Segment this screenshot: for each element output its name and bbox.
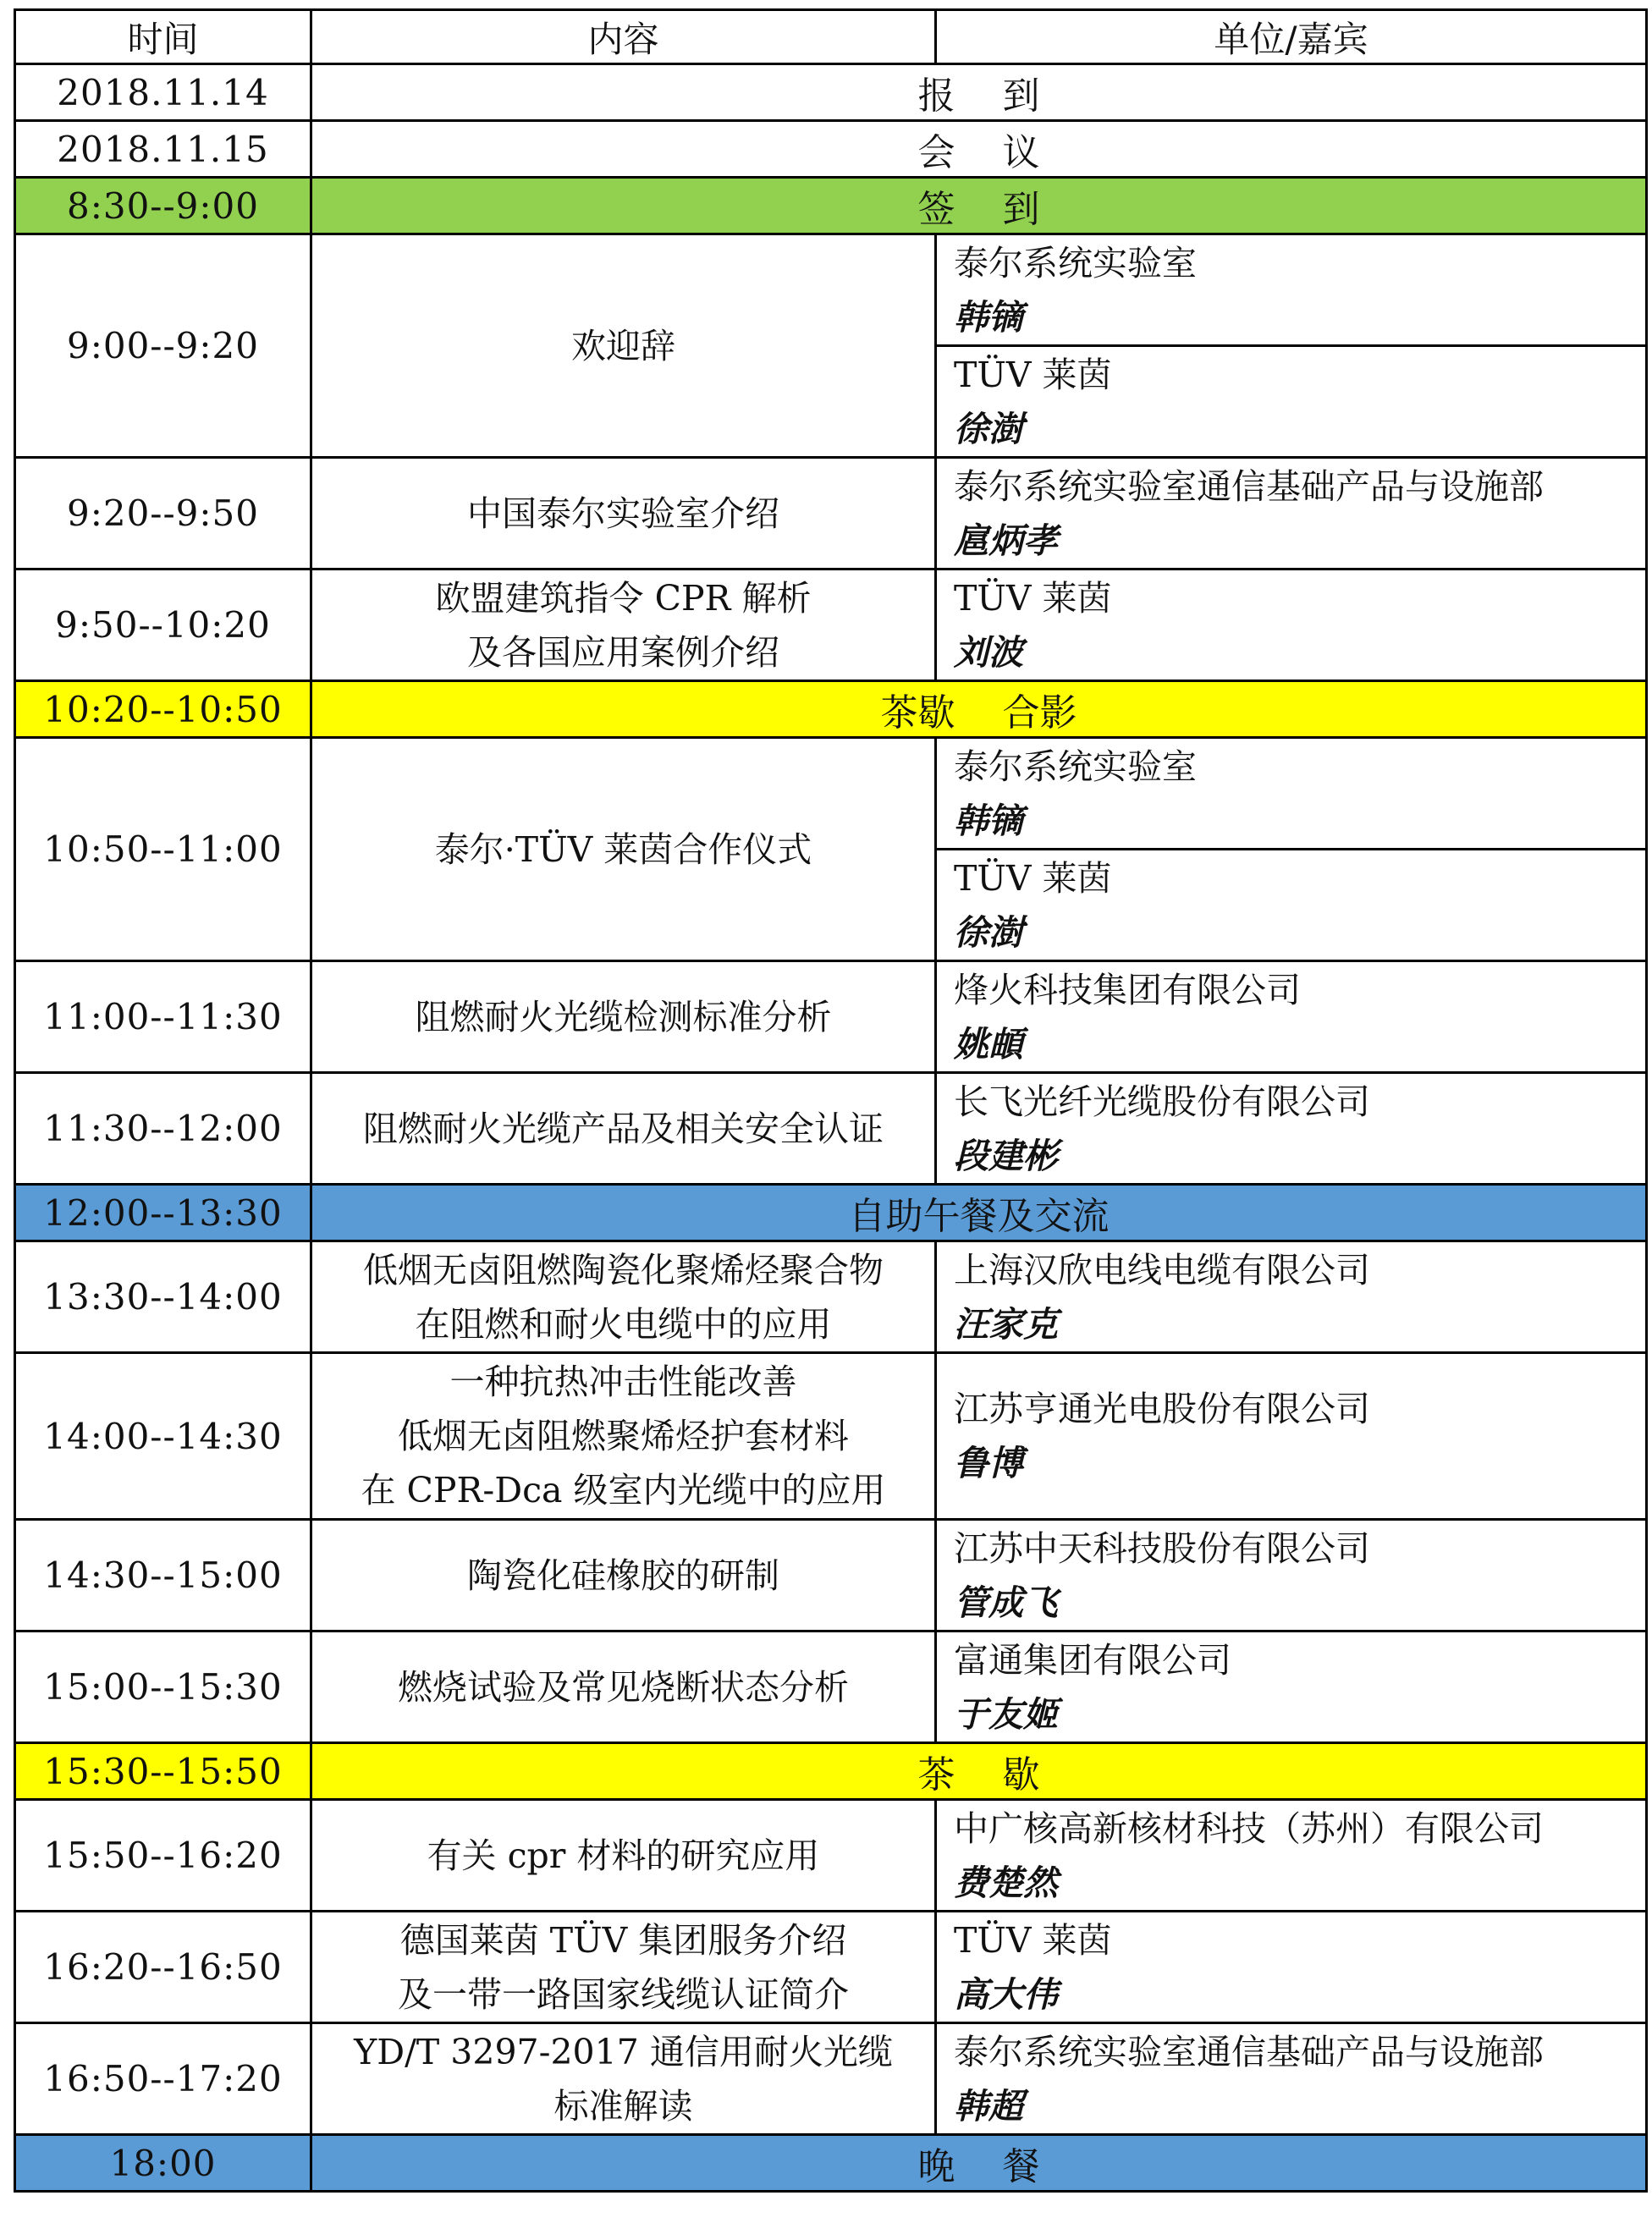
topic-line: 德国莱茵 TÜV 集团服务介绍 xyxy=(399,1919,847,1961)
speaker-name: 鲁博 xyxy=(954,1443,1023,1483)
speaker-name: 徐澍 xyxy=(954,911,1023,953)
header-content: 内容 xyxy=(311,10,936,64)
speaker-org: TÜV 莱茵 xyxy=(954,1919,1112,1961)
speaker-org: 泰尔系统实验室通信基础产品与设施部 xyxy=(954,465,1544,507)
session-row xyxy=(15,738,1647,850)
speaker-org: TÜV 莱茵 xyxy=(954,354,1112,395)
speaker-name: 汪家克 xyxy=(954,1303,1058,1345)
speaker-cell xyxy=(936,458,1647,570)
speaker-org: 上海汉欣电线电缆有限公司 xyxy=(954,1249,1370,1290)
topic-line: 低烟无卤阻燃陶瓷化聚烯烃聚合物 xyxy=(363,1249,884,1290)
date-row xyxy=(15,121,1647,178)
speaker-org: TÜV 莱茵 xyxy=(954,857,1112,899)
speaker-org: 泰尔系统实验室 xyxy=(954,242,1197,283)
topic-line: YD/T 3297-2017 通信用耐火光缆 xyxy=(354,2031,893,2072)
speaker-name: 于友姬 xyxy=(954,1693,1058,1735)
topic-line: 在 CPR-Dca 级室内光缆中的应用 xyxy=(361,1470,886,1510)
session-row xyxy=(15,458,1647,570)
band-label: 茶 歇 xyxy=(311,1743,1647,1800)
speaker-name: 扈炳孝 xyxy=(954,520,1058,561)
topic-line: 欢迎辞 xyxy=(571,325,675,366)
speaker-name: 高大伟 xyxy=(954,1973,1058,2015)
topic-line: 陶瓷化硅橡胶的研制 xyxy=(467,1554,779,1596)
speaker-cell xyxy=(936,1912,1647,2023)
topic-line: 低烟无卤阻燃聚烯烃护套材料 xyxy=(398,1416,849,1456)
session-row xyxy=(15,234,1647,346)
band-row xyxy=(15,178,1647,234)
schedule-body xyxy=(15,10,1647,2192)
band-label: 茶歇 合影 xyxy=(311,681,1647,738)
topic-line: 中国泰尔实验室介绍 xyxy=(467,492,779,534)
session-row xyxy=(15,1800,1647,1912)
speaker-cell xyxy=(936,570,1647,681)
speaker-name: 段建彬 xyxy=(954,1135,1058,1176)
time-cell: 11:30--12:00 xyxy=(15,1073,311,1185)
topic-line: 阻燃耐火光缆产品及相关安全认证 xyxy=(363,1108,884,1149)
session-row xyxy=(15,1073,1647,1185)
time-cell: 12:00--13:30 xyxy=(15,1185,311,1241)
time-cell: 15:50--16:20 xyxy=(15,1800,311,1912)
band-label: 晚 餐 xyxy=(311,2135,1647,2192)
session-row xyxy=(15,1353,1647,1520)
topic-cell xyxy=(311,961,936,1073)
speaker-name: 刘波 xyxy=(954,631,1023,673)
speaker-name: 韩镝 xyxy=(954,800,1023,841)
session-row xyxy=(15,1631,1647,1743)
time-cell: 10:50--11:00 xyxy=(15,738,311,961)
speaker-cell xyxy=(936,1520,1647,1631)
time-cell: 9:00--9:20 xyxy=(15,234,311,458)
speaker-org: 江苏亨通光电股份有限公司 xyxy=(954,1389,1370,1429)
topic-cell xyxy=(311,458,936,570)
session-row xyxy=(15,961,1647,1073)
time-cell: 9:20--9:50 xyxy=(15,458,311,570)
band-row xyxy=(15,2135,1647,2192)
speaker-org: 中广核高新核材科技（苏州）有限公司 xyxy=(954,1808,1544,1849)
speaker-cell xyxy=(936,1631,1647,1743)
topic-line: 欧盟建筑指令 CPR 解析 xyxy=(435,577,812,619)
date-label: 报 到 xyxy=(311,64,1647,121)
topic-cell xyxy=(311,1241,936,1353)
topic-line: 燃烧试验及常见烧断状态分析 xyxy=(398,1666,849,1708)
band-row xyxy=(15,1185,1647,1241)
session-row xyxy=(15,1241,1647,1353)
speaker-org: TÜV 莱茵 xyxy=(954,577,1112,619)
date-label: 会 议 xyxy=(311,121,1647,178)
date-cell: 2018.11.14 xyxy=(15,64,311,121)
topic-line: 标准解读 xyxy=(553,2085,693,2127)
topic-line: 阻燃耐火光缆检测标准分析 xyxy=(415,996,832,1037)
topic-cell xyxy=(311,738,936,961)
speaker-org: 富通集团有限公司 xyxy=(954,1639,1231,1681)
band-row xyxy=(15,1743,1647,1800)
topic-cell xyxy=(311,1073,936,1185)
topic-cell xyxy=(311,570,936,681)
time-cell: 13:30--14:00 xyxy=(15,1241,311,1353)
speaker-org: 烽火科技集团有限公司 xyxy=(954,969,1301,1010)
header-unit: 单位/嘉宾 xyxy=(936,10,1647,64)
topic-cell xyxy=(311,1631,936,1743)
speaker-org: 江苏中天科技股份有限公司 xyxy=(954,1527,1370,1569)
session-row xyxy=(15,570,1647,681)
topic-cell xyxy=(311,1353,936,1520)
session-row xyxy=(15,2023,1647,2135)
speaker-org: 泰尔系统实验室通信基础产品与设施部 xyxy=(954,2031,1544,2072)
speaker-name: 韩镝 xyxy=(954,296,1023,338)
topic-line: 在阻燃和耐火电缆中的应用 xyxy=(415,1303,832,1345)
speaker-cell xyxy=(936,961,1647,1073)
time-cell: 15:30--15:50 xyxy=(15,1743,311,1800)
speaker-name: 姚頔 xyxy=(954,1023,1023,1065)
speaker-cell xyxy=(936,1241,1647,1353)
speaker-cell xyxy=(936,1800,1647,1912)
date-cell: 2018.11.15 xyxy=(15,121,311,178)
speaker-org: 泰尔系统实验室 xyxy=(954,746,1197,787)
topic-cell xyxy=(311,1520,936,1631)
speaker-name: 费楚然 xyxy=(954,1862,1058,1903)
time-cell: 8:30--9:00 xyxy=(15,178,311,234)
time-cell: 11:00--11:30 xyxy=(15,961,311,1073)
header-time: 时间 xyxy=(15,10,311,64)
speaker-name: 管成飞 xyxy=(954,1582,1058,1623)
band-label: 签 到 xyxy=(311,178,1647,234)
speaker-cell xyxy=(936,1353,1647,1520)
time-cell: 18:00 xyxy=(15,2135,311,2192)
schedule-table xyxy=(14,8,1648,2193)
speaker-cell xyxy=(936,1073,1647,1185)
band-row xyxy=(15,681,1647,738)
topic-cell xyxy=(311,234,936,458)
header-row xyxy=(15,10,1647,64)
speaker-org: 长飞光纤光缆股份有限公司 xyxy=(954,1081,1370,1122)
topic-line: 及一带一路国家线缆认证简介 xyxy=(398,1973,849,2015)
speaker-cell xyxy=(936,346,1647,458)
speaker-cell xyxy=(936,850,1647,961)
time-cell: 14:00--14:30 xyxy=(15,1353,311,1520)
speaker-name: 韩超 xyxy=(954,2085,1023,2127)
speaker-cell xyxy=(936,234,1647,346)
topic-cell xyxy=(311,1800,936,1912)
time-cell: 16:20--16:50 xyxy=(15,1912,311,2023)
band-label: 自助午餐及交流 xyxy=(311,1185,1647,1241)
session-row xyxy=(15,1520,1647,1631)
time-cell: 14:30--15:00 xyxy=(15,1520,311,1631)
time-cell: 16:50--17:20 xyxy=(15,2023,311,2135)
topic-line: 有关 cpr 材料的研究应用 xyxy=(427,1835,820,1876)
session-row xyxy=(15,1912,1647,2023)
topic-line: 一种抗热冲击性能改善 xyxy=(449,1362,797,1402)
topic-line: 泰尔·TÜV 莱茵合作仪式 xyxy=(434,828,812,870)
time-cell: 10:20--10:50 xyxy=(15,681,311,738)
topic-cell xyxy=(311,1912,936,2023)
speaker-cell xyxy=(936,738,1647,850)
speaker-name: 徐澍 xyxy=(954,408,1023,449)
time-cell: 9:50--10:20 xyxy=(15,570,311,681)
time-cell: 15:00--15:30 xyxy=(15,1631,311,1743)
topic-cell xyxy=(311,2023,936,2135)
speaker-cell xyxy=(936,2023,1647,2135)
topic-line: 及各国应用案例介绍 xyxy=(467,631,779,673)
date-row xyxy=(15,64,1647,121)
